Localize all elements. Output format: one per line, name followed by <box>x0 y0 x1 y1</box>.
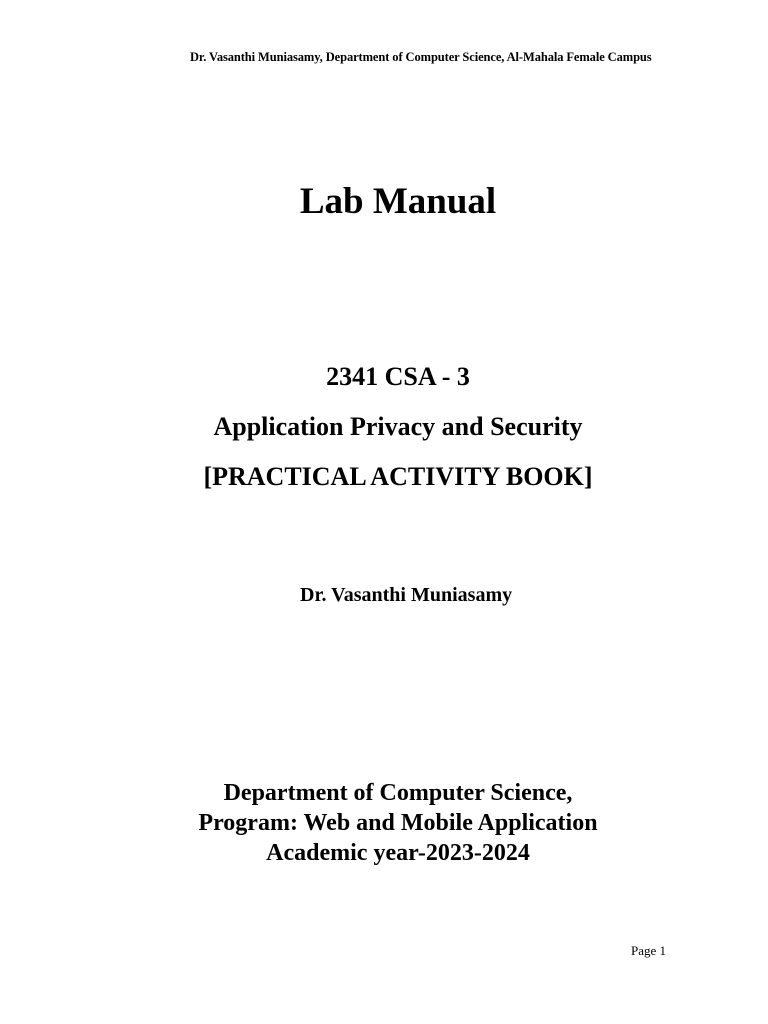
course-subtitle: [PRACTICAL ACTIVITY BOOK] <box>203 462 593 491</box>
department-info <box>0 778 768 868</box>
course-info <box>0 360 768 510</box>
department-name: Department of Computer Science, <box>223 780 573 806</box>
page-header: Dr. Vasanthi Muniasamy, Department of Computer Science, Al-Mahala Female Campus <box>190 50 652 64</box>
academic-year: Academic year-2023-2024 <box>266 840 530 866</box>
course-code: 2341 CSA - 3 <box>326 362 470 391</box>
author-name: Dr. Vasanthi Muniasamy <box>300 584 513 606</box>
program-name: Program: Web and Mobile Application <box>198 810 598 836</box>
page-number: Page 1 <box>631 943 667 958</box>
document-title: Lab Manual <box>299 181 497 222</box>
course-name: Application Privacy and Security <box>213 412 583 441</box>
